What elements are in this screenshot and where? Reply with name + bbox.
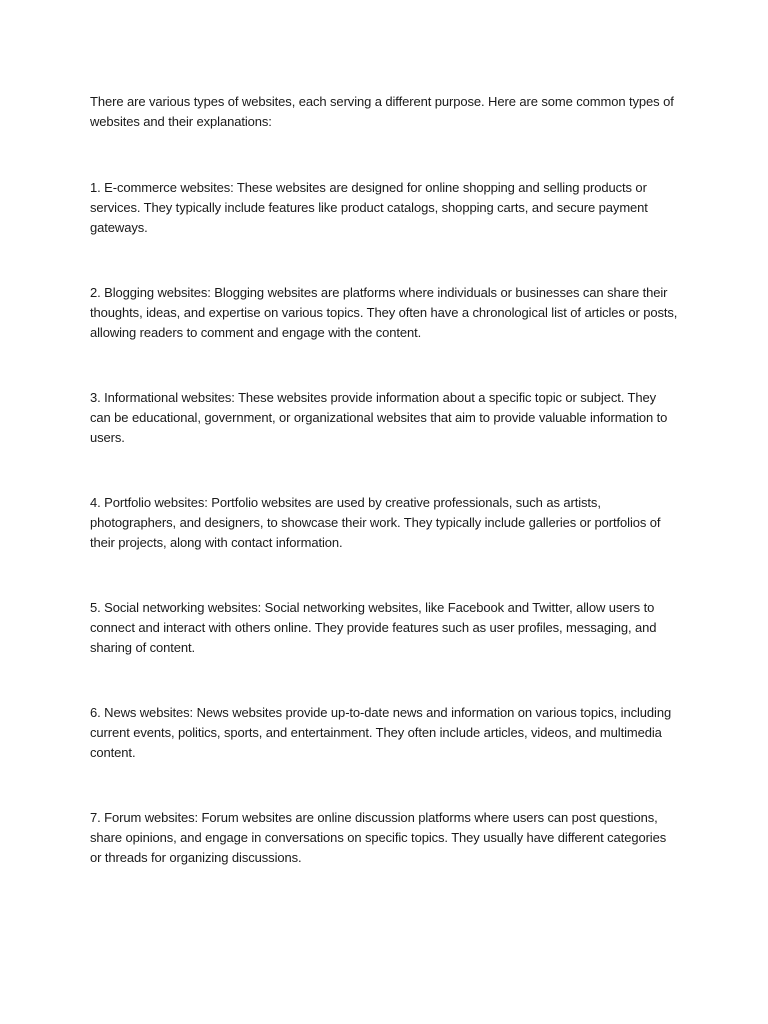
list-item-social-networking: 5. Social networking websites: Social networking websites, like Facebook and Twitter, allow users to connect and interact with others online. They provide features such as user profiles, messaging, and sharing of content. (90, 600, 657, 655)
list-item-informational: 3. Informational websites: These websites provide information about a specific topic or subject. They can be educational, government, or organizational websites that aim to provide valuable information to users. (90, 390, 668, 445)
list-item-ecommerce: 1. E-commerce websites: These websites are designed for online shopping and selling products or services. They typically include features like product catalogs, shopping carts, and secure payment gateways. (90, 180, 648, 235)
intro-paragraph: There are various types of websites, each serving a different purpose. Here are some common types of websites and their explanations: (90, 94, 674, 129)
list-item-portfolio: 4. Portfolio websites: Portfolio websites are used by creative professionals, such as artists, photographers, and designers, to showcase their work. They typically include galleries or portfolios of their projects, along with contact information. (90, 495, 661, 550)
list-item-news: 6. News websites: News websites provide up-to-date news and information on various topics, including current events, politics, sports, and entertainment. They often include articles, videos, and multimedia content. (90, 705, 672, 760)
list-item-forum: 7. Forum websites: Forum websites are online discussion platforms where users can post questions, share opinions, and engage in conversations on specific topics. They usually have different categories or threads for organizing discussions. (90, 810, 667, 865)
list-item-blogging: 2. Blogging websites: Blogging websites are platforms where individuals or businesses can share their thoughts, ideas, and expertise on various topics. They often have a chronological list of articles or posts, allowing readers to comment and engage with the content. (90, 285, 678, 340)
document-body (90, 92, 680, 868)
